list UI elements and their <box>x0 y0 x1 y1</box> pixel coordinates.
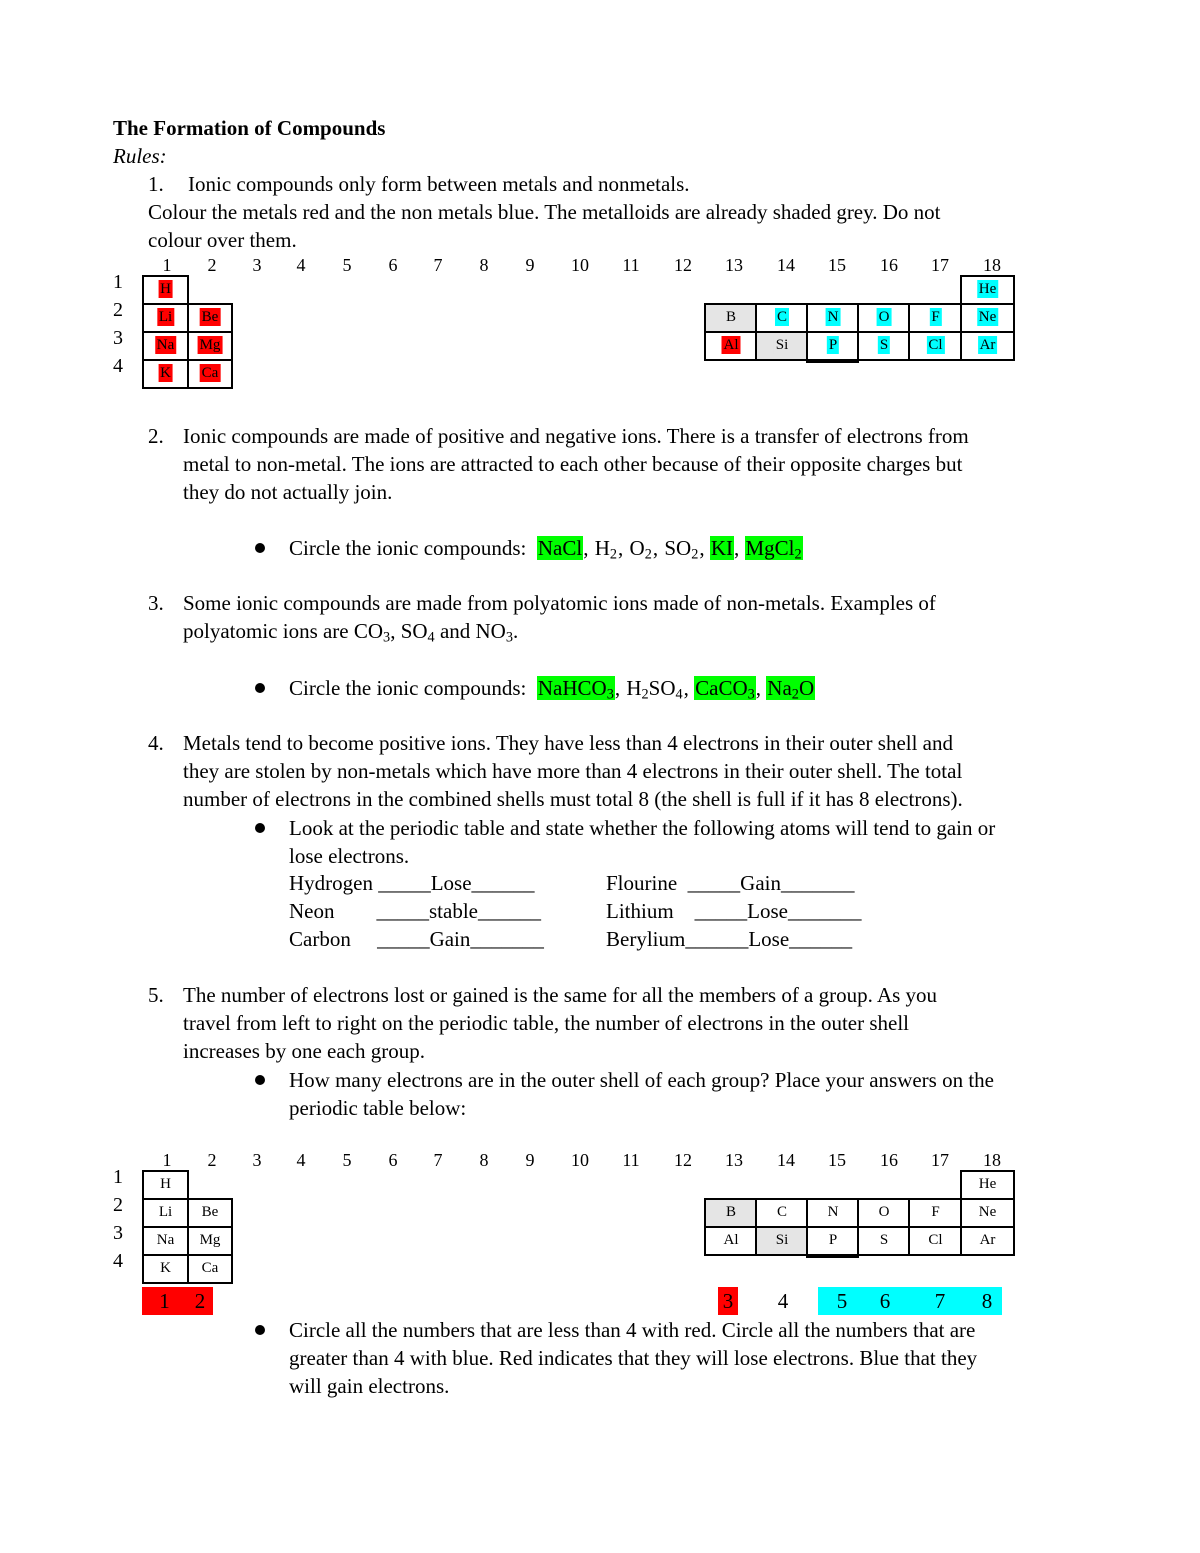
section1-line1: Ionic compounds only form between metals and nonmetals. <box>188 172 690 196</box>
period-number: 3 <box>113 327 123 349</box>
bullet-icon <box>255 1075 265 1085</box>
t2-cell-he <box>960 1170 1015 1200</box>
element-symbol: C <box>776 309 788 325</box>
shell-answer: 7 <box>920 1287 960 1315</box>
period-number: 4 <box>113 355 123 377</box>
shell-answer: 3 <box>718 1287 738 1315</box>
answer-right-2: Lithium _____Lose_______ <box>606 899 862 923</box>
answer-right-1: Flourine _____Gain_______ <box>606 871 855 895</box>
t2-cell-b <box>704 1198 758 1228</box>
t1-cell-na <box>142 331 189 361</box>
section2-compound: $H_2$ <box>594 536 618 563</box>
section2-compounds: NaCl, $H_2$, $O_2$, $SO_2$, KI, MgCl$_2$ <box>537 536 802 563</box>
bullet-icon <box>255 683 265 693</box>
t1-cell-cl <box>908 331 963 361</box>
section3-compound: $H_2SO_4$ <box>626 676 683 703</box>
section4-line1: Metals tend to become positive ions. They have less than 4 electrons in their outer shell and <box>183 731 954 755</box>
element-symbol: K <box>160 1260 171 1276</box>
element-symbol: Mg <box>199 1232 221 1248</box>
group-number: 5 <box>342 1150 352 1170</box>
element-symbol: He <box>978 281 997 297</box>
element-symbol: B <box>725 1204 737 1220</box>
group-number: 3 <box>252 255 262 275</box>
group-number: 17 <box>931 255 949 275</box>
section5-line3: increases by one each group. <box>183 1039 425 1063</box>
group-number: 12 <box>674 1150 692 1170</box>
section3-line2: polyatomic ions are $CO_3$, $SO_4$ and $NO_3$. <box>183 619 519 646</box>
group-number: 4 <box>296 1150 306 1170</box>
t1-cell-b <box>704 303 758 333</box>
t2-cell-li <box>142 1198 189 1228</box>
t2-cell-o <box>857 1198 911 1228</box>
section2-compound: NaCl <box>537 536 583 560</box>
t2-cell-p <box>806 1226 860 1256</box>
group-number: 16 <box>880 1150 898 1170</box>
t2-cell-ne <box>960 1198 1015 1228</box>
section2-number: 2. <box>148 424 164 448</box>
answer-left-2: Neon _____stable______ <box>289 899 541 923</box>
element-symbol: N <box>827 1204 839 1220</box>
element-symbol: O <box>878 309 890 325</box>
t2-cell-mg <box>187 1226 233 1256</box>
t1-cell-be <box>187 303 233 333</box>
section2-compound: MgCl$_2$ <box>745 536 802 563</box>
section4-bullet-line2: lose electrons. <box>289 844 410 868</box>
t1-cell-h <box>142 275 189 305</box>
element-symbol: Be <box>201 309 219 325</box>
element-symbol: Ca <box>201 1260 219 1276</box>
t1-cell-s <box>857 331 911 361</box>
group-number: 1 <box>162 255 172 275</box>
group-number: 15 <box>828 1150 846 1170</box>
bullet-icon <box>255 1325 265 1335</box>
shell-answer: 1 <box>142 1287 187 1315</box>
t1-cell-o <box>857 303 911 333</box>
group-number: 6 <box>388 255 398 275</box>
section3-compound: CaCO$_3$ <box>695 676 755 703</box>
bullet-icon <box>255 543 265 553</box>
section2-prompt: Circle the ionic compounds: <box>289 536 527 560</box>
group-number: 12 <box>674 255 692 275</box>
section4-number: 4. <box>148 731 164 755</box>
section5-line2: travel from left to right on the periodic table, the number of electrons in the outer shell <box>183 1011 910 1035</box>
group-number: 13 <box>725 255 743 275</box>
t1-cell-ar <box>960 331 1015 361</box>
group-number: 1 <box>162 1150 172 1170</box>
group-number: 13 <box>725 1150 743 1170</box>
t1-cell-al <box>704 331 758 361</box>
t2-cell-al <box>704 1226 758 1256</box>
section5-line1: The number of electrons lost or gained is the same for all the members of a group. As you <box>183 983 938 1007</box>
t2-cell-ca <box>187 1254 233 1284</box>
group-number: 15 <box>828 255 846 275</box>
section4-line2: they are stolen by non-metals which have more than 4 electrons in their outer shell. The total <box>183 759 963 783</box>
t1-cell-f <box>908 303 963 333</box>
group-number: 5 <box>342 255 352 275</box>
element-symbol: C <box>776 1204 788 1220</box>
section3-number: 3. <box>148 591 164 615</box>
shell-answer: 8 <box>972 1287 1002 1315</box>
section3-compounds: NaHCO$_3$, $H_2SO_4$, CaCO$_3$, $Na_2O$ <box>537 676 815 703</box>
group-number: 4 <box>296 255 306 275</box>
t1-cell-p <box>806 331 860 361</box>
section1-line2: Colour the metals red and the non metals blue. The metalloids are already shaded grey. Do not <box>148 200 941 224</box>
group-number: 10 <box>571 255 589 275</box>
t2-cell-cl <box>908 1226 963 1256</box>
group-number: 6 <box>388 1150 398 1170</box>
group-number: 7 <box>433 1150 443 1170</box>
section5-number: 5. <box>148 983 164 1007</box>
group-number: 3 <box>252 1150 262 1170</box>
t2-cell-h <box>142 1170 189 1200</box>
answer-left-1: Hydrogen _____Lose______ <box>289 871 535 895</box>
section2-compound-line <box>289 534 803 562</box>
t1-cell-n <box>806 303 860 333</box>
element-symbol: Na <box>156 337 175 353</box>
element-symbol: H <box>160 1176 171 1192</box>
group-number: 18 <box>983 1150 1001 1170</box>
t2-cell-s <box>857 1226 911 1256</box>
shell-answer: 2 <box>187 1287 213 1315</box>
element-symbol: Ar <box>979 1232 996 1248</box>
table-rule <box>806 359 859 363</box>
period-number: 3 <box>113 1222 123 1244</box>
section1-line3: colour over them. <box>148 228 297 252</box>
element-symbol: Mg <box>199 337 221 353</box>
element-symbol: Ne <box>978 1204 997 1220</box>
element-symbol: O <box>878 1204 890 1220</box>
period-number: 4 <box>113 1250 123 1272</box>
group-number: 17 <box>931 1150 949 1170</box>
section2-compound: $O_2$ <box>629 536 652 563</box>
group-number: 14 <box>777 255 795 275</box>
t2-cell-si <box>755 1226 809 1256</box>
t1-cell-k <box>142 359 189 389</box>
t2-cell-n <box>806 1198 860 1228</box>
group-number: 2 <box>207 1150 217 1170</box>
element-symbol: Ca <box>201 365 219 381</box>
period-number: 1 <box>113 1166 123 1188</box>
t1-cell-si <box>755 331 809 361</box>
element-symbol: Si <box>775 337 789 353</box>
element-symbol: N <box>827 309 839 325</box>
element-symbol: K <box>160 365 171 381</box>
element-symbol: Na <box>156 1232 175 1248</box>
t2-cell-c <box>755 1198 809 1228</box>
element-symbol: Si <box>775 1232 789 1248</box>
final-bullet-line2: greater than 4 with blue. Red indicates that they will lose electrons. Blue that they <box>289 1346 978 1370</box>
group-number: 9 <box>525 1150 535 1170</box>
section3-compound: $Na_2O$ <box>767 676 815 703</box>
t1-cell-li <box>142 303 189 333</box>
final-bullet-line1: Circle all the numbers that are less than 4 with red. Circle all the numbers that are <box>289 1318 976 1342</box>
element-symbol: S <box>879 1232 889 1248</box>
shell-answer: 5 <box>818 1287 866 1315</box>
section3-compound: NaHCO$_3$ <box>537 676 614 703</box>
group-number: 14 <box>777 1150 795 1170</box>
section2-line1: Ionic compounds are made of positive and negative ions. There is a transfer of electrons from <box>183 424 969 448</box>
element-symbol: Ne <box>978 309 997 325</box>
t2-cell-f <box>908 1198 963 1228</box>
section2-compound: KI <box>710 536 733 560</box>
element-symbol: S <box>879 337 889 353</box>
section5-bullet-line2: periodic table below: <box>289 1096 467 1120</box>
t2-cell-be <box>187 1198 233 1228</box>
element-symbol: Cl <box>928 1232 943 1248</box>
group-number: 8 <box>479 255 489 275</box>
element-symbol: Li <box>158 309 173 325</box>
group-number: 18 <box>983 255 1001 275</box>
answer-left-3: Carbon _____Gain_______ <box>289 927 544 951</box>
t1-cell-mg <box>187 331 233 361</box>
t1-cell-c <box>755 303 809 333</box>
section1-number: 1. <box>148 172 164 196</box>
rules-label: Rules: <box>113 144 167 168</box>
t1-cell-ca <box>187 359 233 389</box>
group-number: 9 <box>525 255 535 275</box>
element-symbol: Ar <box>979 337 996 353</box>
section4-line3: number of electrons in the combined shells must total 8 (the shell is full if it has 8 electrons). <box>183 787 963 811</box>
section3-prompt: Circle the ionic compounds: <box>289 676 527 700</box>
element-symbol: F <box>931 309 940 325</box>
period-number: 1 <box>113 271 123 293</box>
final-bullet-line3: will gain electrons. <box>289 1374 450 1398</box>
element-symbol: P <box>828 1232 838 1248</box>
group-number: 16 <box>880 255 898 275</box>
period-number: 2 <box>113 1194 123 1216</box>
section4-bullet-line1: Look at the periodic table and state whether the following atoms will tend to gain or <box>289 816 996 840</box>
group-number: 2 <box>207 255 217 275</box>
element-symbol: Li <box>158 1204 173 1220</box>
bullet-icon <box>255 823 265 833</box>
section2-compound: $SO_2$ <box>664 536 699 563</box>
t2-cell-na <box>142 1226 189 1256</box>
section3-compound-line <box>289 674 815 702</box>
group-number: 11 <box>622 255 640 275</box>
element-symbol: Al <box>723 1232 739 1248</box>
group-number: 8 <box>479 1150 489 1170</box>
element-symbol: F <box>931 1204 940 1220</box>
section5-bullet-line1: How many electrons are in the outer shell of each group? Place your answers on the <box>289 1068 995 1092</box>
shell-answer: 4 <box>777 1289 789 1313</box>
section2-line3: they do not actually join. <box>183 480 393 504</box>
group-number: 7 <box>433 255 443 275</box>
period-number: 2 <box>113 299 123 321</box>
element-symbol: Cl <box>928 337 943 353</box>
table-rule <box>806 1254 859 1258</box>
group-number: 11 <box>622 1150 640 1170</box>
element-symbol: B <box>725 309 737 325</box>
element-symbol: He <box>978 1176 997 1192</box>
group-number: 10 <box>571 1150 589 1170</box>
t1-cell-ne <box>960 303 1015 333</box>
section3-line1: Some ionic compounds are made from polyatomic ions made of non-metals. Examples of <box>183 591 936 615</box>
section2-line2: metal to non-metal. The ions are attracted to each other because of their opposite charges but <box>183 452 963 476</box>
element-symbol: Be <box>201 1204 219 1220</box>
element-symbol: H <box>160 281 171 297</box>
t1-cell-he <box>960 275 1015 305</box>
t2-cell-k <box>142 1254 189 1284</box>
element-symbol: P <box>828 337 838 353</box>
page-title: The Formation of Compounds <box>113 116 386 140</box>
answer-right-3: Berylium______Lose______ <box>606 927 853 951</box>
shell-answer: 6 <box>866 1287 904 1315</box>
t2-cell-ar <box>960 1226 1015 1256</box>
element-symbol: Al <box>723 337 739 353</box>
